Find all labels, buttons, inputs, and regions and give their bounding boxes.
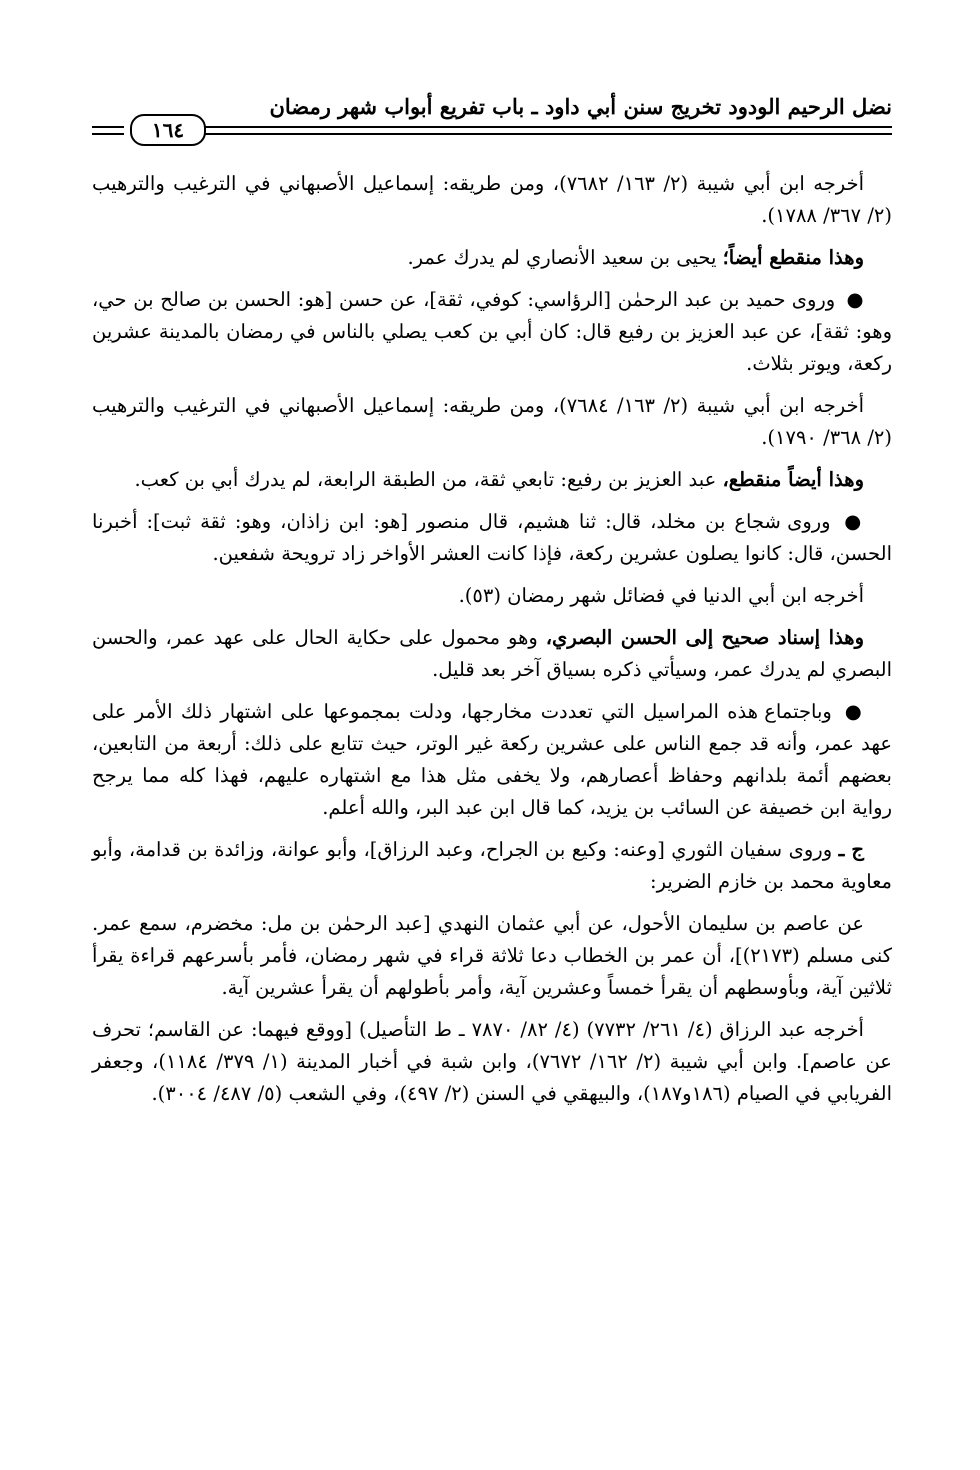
- paragraph-11: [92, 908, 892, 1004]
- bullet-icon: ●: [839, 288, 864, 311]
- header-rule-tail: [92, 126, 124, 135]
- paragraph-8: [92, 622, 892, 686]
- paragraph-text: أخرجه ابن أبي شيبة (٢/ ١٦٣/ ٧٦٨٤)، ومن طريقه: إسماعيل الأصبهاني في الترغيب والترهيب (٢/ ٣٦٨/ ١٧٩٠).: [92, 394, 892, 449]
- paragraph-text: عن عاصم بن سليمان الأحول، عن أبي عثمان النهدي [عبد الرحمٰن بن مل: مخضرم، سمع عمر. كنى مسلم (٢١٧٣)]، أن عمر بن الخطاب دعا ثلاثة قراء في شهر رمضان، فأمر بأسرعهم قراءة يقرأ ثلاثين آية، وبأوسطهم أن يقرأ خمساً وعشرين آية، وأمر بأطولهم أن يقرأ عشرين آية.: [92, 912, 892, 999]
- bullet-icon: ●: [834, 510, 864, 533]
- paragraph-lead: وهذا إسناد صحيح إلى الحسن البصري،: [545, 626, 865, 649]
- header-title: نضل الرحيم الودود تخريج سنن أبي داود ـ باب تفريع أبواب شهر رمضان: [269, 94, 892, 119]
- paragraph-lead: وهذا أيضاً منقطع،: [722, 468, 864, 491]
- paragraph-text: وهو محمول على حكاية الحال على عهد عمر، والحسن البصري لم يدرك عمر، وسيأتي ذكره بسياق آخر بعد قليل.: [92, 626, 892, 681]
- paragraph-5: [92, 464, 892, 496]
- paragraph-lead: ج ـ: [838, 838, 864, 861]
- paragraph-3: [92, 284, 892, 380]
- paragraph-lead: وهذا منقطع أيضاً؛: [722, 246, 864, 269]
- running-header: [92, 92, 892, 152]
- paragraph-12: [92, 1014, 892, 1110]
- paragraph-text: عبد العزيز بن رفيع: تابعي ثقة، من الطبقة الرابعة، لم يدرك أبي بن كعب.: [134, 468, 717, 491]
- paragraph-6: [92, 506, 892, 570]
- page-number: ١٦٤: [130, 114, 206, 146]
- main-text: [92, 168, 892, 1120]
- paragraph-text: وباجتماع هذه المراسيل التي تعددت مخارجها، ودلت بمجموعها على اشتهار ذلك الأمر على عهد عمر، وأنه قد جمع الناس على عشرين ركعة غير الوتر، حيث تتابع على ذلك: أربعة من التابعين، بعضهم أئمة بلدانهم وحفاظ أعصارهم، ولا يخفى مثل هذا مع اشتهاره عليهم، فهذا كله مما يرجح رواية ابن خصيفة عن السائب بن يزيد، كما قال ابن عبد البر، والله أعلم.: [92, 700, 892, 819]
- paragraph-2: [92, 242, 892, 274]
- paragraph-text: وروى شجاع بن مخلد، قال: ثنا هشيم، قال منصور [هو: ابن زاذان، وهو: ثقة ثبت]: أخبرنا الحسن، قال: كانوا يصلون عشرين ركعة، فإذا كانت العشر الأواخر زاد ترويحة شفعين.: [92, 510, 892, 565]
- bullet-icon: ●: [835, 700, 864, 723]
- paragraph-text: وروى حميد بن عبد الرحمٰن [الرؤاسي: كوفي، ثقة]، عن حسن [هو: الحسن بن صالح بن حي، وهو: ثقة]، عن عبد العزيز بن رفيع قال: كان أبي بن كعب يصلي بالناس في رمضان بالمدينة عشرين ركعة، ويوتر بثلاث.: [92, 288, 892, 375]
- paragraph-text: أخرجه عبد الرزاق (٤/ ٢٦١/ ٧٧٣٢) (٤/ ٨٢/ ٧٨٧٠ ـ ط التأصيل) [ووقع فيهما: عن القاسم؛ تحرف عن عاصم]. وابن أبي شيبة (٢/ ١٦٢/ ٧٦٧٢)، وابن شبة في أخبار المدينة (١/ ٣٧٩/ ١١٨٤)، وجعفر الفريابي في الصيام (١٨٦و١٨٧)، والبيهقي في السنن (٢/ ٤٩٧)، وفي الشعب (٥/ ٤٨٧/ ٣٠٠٤).: [92, 1018, 892, 1105]
- paragraph-text: وروى سفيان الثوري [وعنه: وكيع بن الجراح، وعبد الرزاق]، وأبو عوانة، وزائدة بن قدامة، وأبو معاوية محمد بن خازم الضرير:: [92, 838, 892, 893]
- paragraph-text: يحيى بن سعيد الأنصاري لم يدرك عمر.: [407, 246, 717, 269]
- header-rule: [202, 126, 892, 135]
- paragraph-text: أخرجه ابن أبي شيبة (٢/ ١٦٣/ ٧٦٨٢)، ومن طريقه: إسماعيل الأصبهاني في الترغيب والترهيب (٢/ ٣٦٧/ ١٧٨٨).: [92, 172, 892, 227]
- paragraph-1: [92, 168, 892, 232]
- paragraph-10: [92, 834, 892, 898]
- paragraph-7: [92, 580, 892, 612]
- paragraph-9: [92, 696, 892, 824]
- paragraph-text: أخرجه ابن أبي الدنيا في فضائل شهر رمضان (٥٣).: [458, 584, 864, 607]
- paragraph-4: [92, 390, 892, 454]
